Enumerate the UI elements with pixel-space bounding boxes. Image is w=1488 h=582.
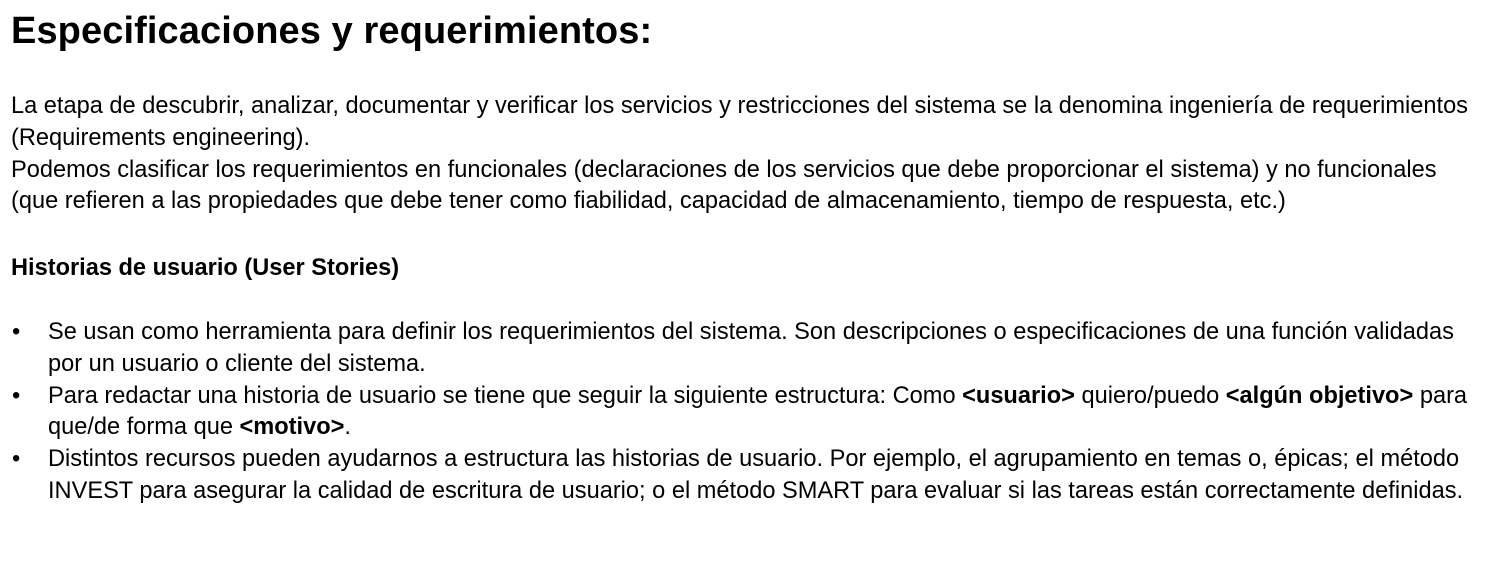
list-item bbox=[11, 381, 1476, 445]
intro-paragraph-1: La etapa de descubrir, analizar, documentar y verificar los servicios y restricciones del sistema se la denomina ingeniería de requerimientos (Requirements engineering). bbox=[11, 93, 1468, 151]
bold-term-objetivo: <algún objetivo> bbox=[1225, 382, 1414, 409]
list-item-text-part: quiero/puedo bbox=[1074, 382, 1226, 409]
bold-term-motivo: <motivo> bbox=[239, 414, 345, 441]
list-item bbox=[11, 444, 1476, 508]
list-item-text-part: Para redactar una historia de usuario se tiene que seguir la siguiente estructura: Como bbox=[48, 382, 963, 409]
bullet-icon: • bbox=[12, 318, 21, 345]
intro-section bbox=[11, 91, 1476, 218]
intro-paragraph-2: Podemos clasificar los requerimientos en funcionales (declaraciones de los servicios que debe proporcionar el sistema) y no funcionales (que refieren a las propiedades que debe tener como fiabilidad, capacidad de almacenamiento, tiempo de respuesta, etc.) bbox=[11, 156, 1437, 215]
list-item-text bbox=[48, 383, 1467, 441]
bullet-icon: • bbox=[12, 382, 21, 409]
section-heading: Historias de usuario (User Stories) bbox=[11, 255, 400, 282]
list-item-text-part: . bbox=[344, 414, 351, 441]
bullet-icon: • bbox=[12, 446, 21, 473]
page-title: Especificaciones y requerimientos: bbox=[11, 10, 653, 52]
list-item-text: Se usan como herramienta para definir los requerimientos del sistema. Son descripciones o especificaciones de una función validadas por un usuario o cliente del sistema. bbox=[48, 318, 1454, 377]
list-item-text: Distintos recursos pueden ayudarnos a estructura las historias de usuario. Por ejemplo, el agrupamiento en temas o, épicas; el método INVEST para asegurar la calidad de escritura de usuario; o el método SMART para evaluar si las tareas están correctamente definidas. bbox=[48, 446, 1464, 504]
bullet-list bbox=[11, 317, 1476, 508]
list-item bbox=[11, 317, 1476, 381]
list-item-text-part: para que/de forma que bbox=[48, 382, 1468, 441]
bold-term-usuario: <usuario> bbox=[962, 382, 1075, 409]
